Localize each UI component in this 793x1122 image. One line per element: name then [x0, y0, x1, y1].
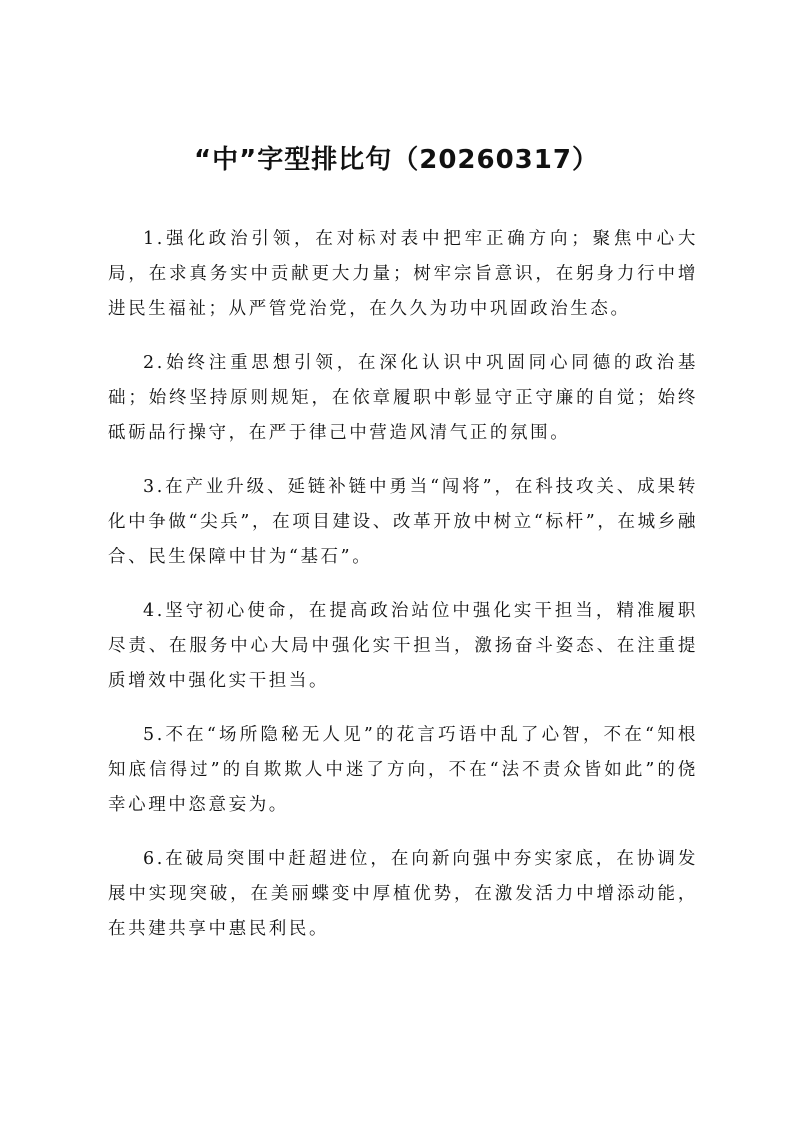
paragraph-3: 3.在产业升级、延链补链中勇当“闯将”，在科技攻关、成果转化中争做“尖兵”，在项目建设、改革开放中树立“标杆”，在城乡融合、民生保障中甘为“基石”。 [108, 477, 698, 567]
paragraph-5: 5.不在“场所隐秘无人见”的花言巧语中乱了心智，不在“知根知底信得过”的自欺欺人中迷了方向，不在“法不责众皆如此”的侥幸心理中恣意妄为。 [108, 725, 698, 815]
paragraph-4: 4.坚守初心使命，在提高政治站位中强化实干担当，精准履职尽责、在服务中心大局中强化实干担当，激扬奋斗姿态、在注重提质增效中强化实干担当。 [108, 601, 698, 691]
paragraph-6: 6.在破局突围中赶超进位，在向新向强中夯实家底，在协调发展中实现突破，在美丽蝶变中厚植优势，在激发活力中增添动能，在共建共享中惠民利民。 [108, 849, 698, 939]
paragraph-1: 1.强化政治引领，在对标对表中把牢正确方向；聚焦中心大局，在求真务实中贡献更大力量；树牢宗旨意识，在躬身力行中增进民生福祉；从严管党治党，在久久为功中巩固政治生态。 [108, 229, 698, 319]
paragraph-2: 2.始终注重思想引领，在深化认识中巩固同心同德的政治基础；始终坚持原则规矩，在依章履职中彰显守正守廉的自觉；始终砥砺品行操守，在严于律己中营造风清气正的氛围。 [108, 353, 698, 443]
document-title: “中”字型排比句（20260317） [194, 145, 599, 175]
document-body [108, 222, 698, 966]
